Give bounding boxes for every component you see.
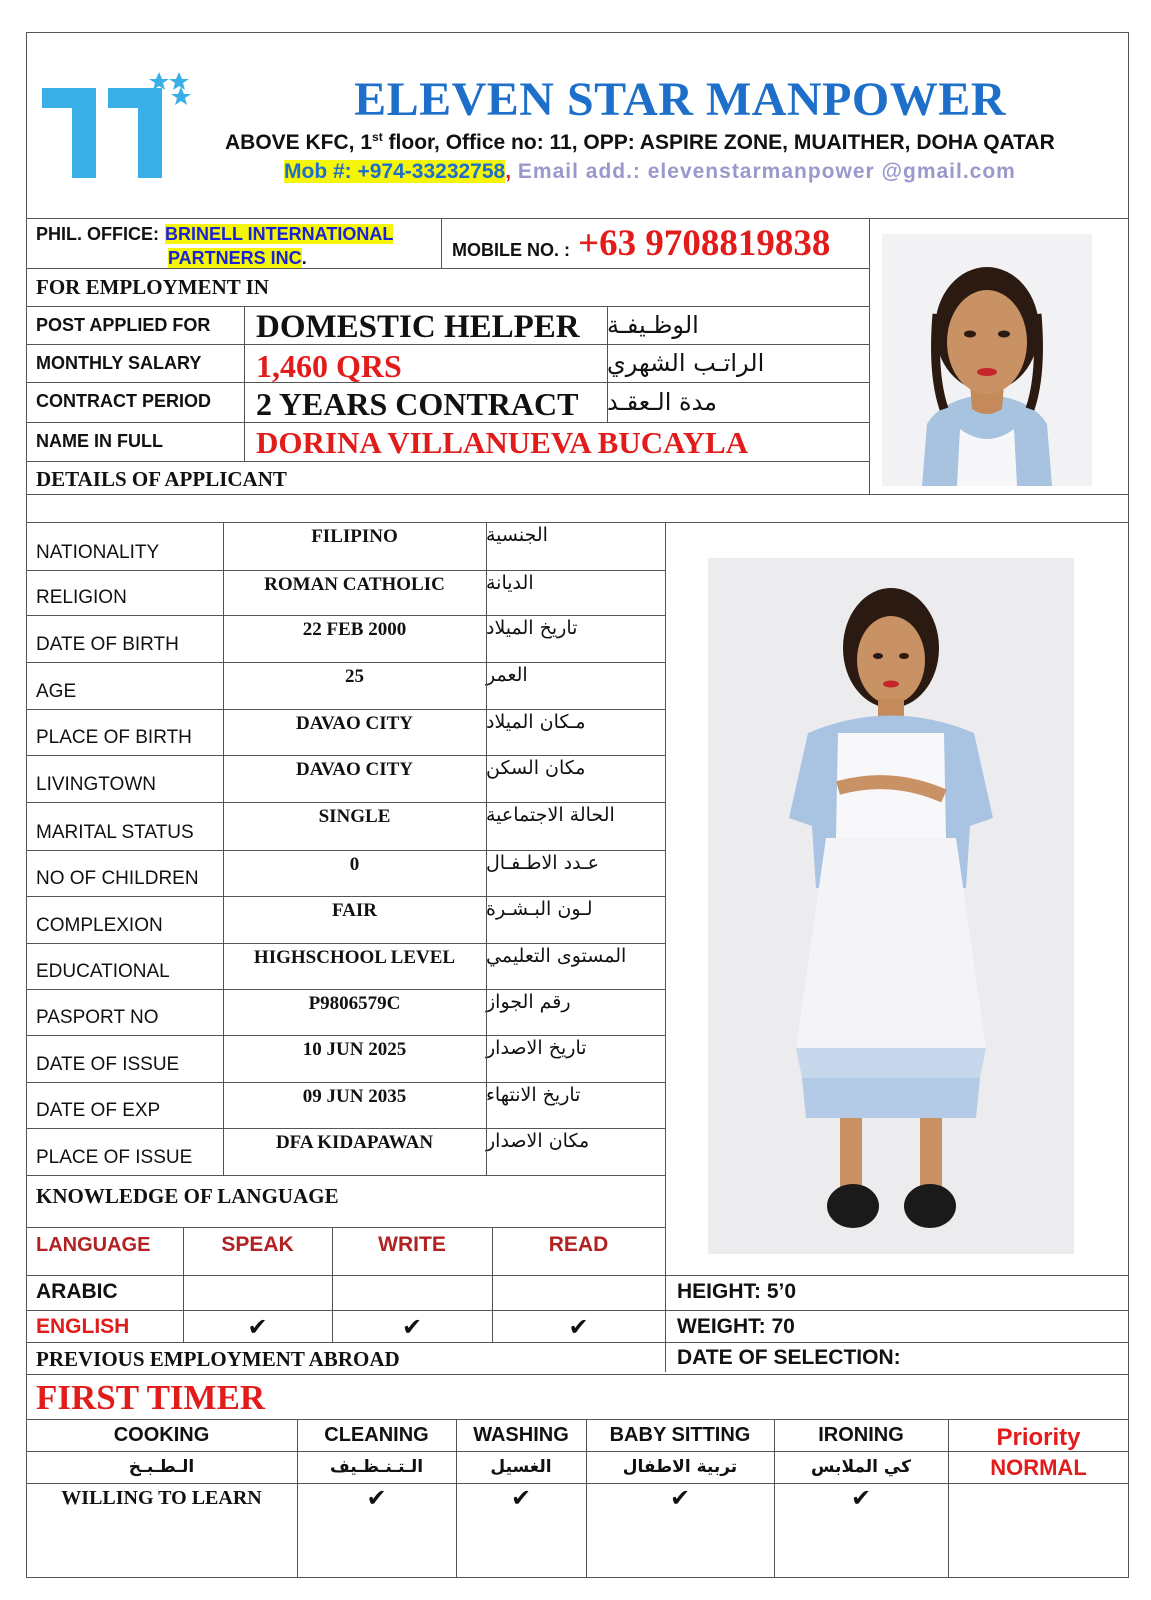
detail-value: HIGHSCHOOL LEVEL bbox=[253, 947, 456, 968]
divider bbox=[223, 522, 224, 1175]
detail-value: DAVAO CITY bbox=[295, 713, 414, 734]
phil-office-name bbox=[165, 222, 393, 270]
divider bbox=[869, 218, 870, 494]
post-applied-label: POST APPLIED FOR bbox=[36, 314, 211, 335]
contract-arabic: مدة الـعقـد bbox=[607, 388, 718, 416]
detail-arabic: العمر bbox=[486, 664, 528, 686]
detail-arabic: المستوى التعليمي bbox=[486, 945, 627, 967]
detail-label: MARITAL STATUS bbox=[36, 822, 194, 843]
detail-label: DATE OF EXP bbox=[36, 1100, 161, 1121]
detail-value: 25 bbox=[345, 666, 364, 687]
company-address bbox=[225, 130, 1055, 155]
detail-label: RELIGION bbox=[36, 587, 127, 608]
full-name-value: DORINA VILLANUEVA BUCAYLA bbox=[256, 425, 749, 460]
detail-label: DATE OF BIRTH bbox=[36, 634, 179, 655]
detail-value: DFA KIDAPAWAN bbox=[275, 1132, 434, 1153]
detail-arabic: رقم الجواز bbox=[486, 991, 571, 1013]
language-header: LANGUAGE bbox=[36, 1233, 151, 1256]
skill-ironing-header: IRONING bbox=[818, 1423, 904, 1446]
previous-employment-value: FIRST TIMER bbox=[36, 1378, 266, 1417]
applicant-headshot bbox=[882, 234, 1092, 486]
full-name-label: NAME IN FULL bbox=[36, 430, 163, 451]
skill-cooking-arabic: الـطـبـخ bbox=[128, 1457, 195, 1477]
write-header: WRITE bbox=[378, 1233, 446, 1256]
detail-value: 10 JUN 2025 bbox=[302, 1039, 407, 1060]
detail-arabic: تاريخ الاصدار bbox=[486, 1037, 587, 1059]
washing-check: ✔ bbox=[510, 1484, 532, 1512]
post-applied-value: DOMESTIC HELPER bbox=[256, 308, 580, 345]
language-row-english: ENGLISH bbox=[36, 1315, 130, 1338]
salary-label: MONTHLY SALARY bbox=[36, 352, 202, 373]
mobile-value: +63 9708819838 bbox=[578, 223, 831, 264]
detail-arabic: الحالة الاجتماعية bbox=[486, 804, 615, 826]
salary-arabic: الراتـب الشهري bbox=[607, 349, 765, 377]
contract-label: CONTRACT PERIOD bbox=[36, 390, 211, 411]
detail-arabic: مكان السكن bbox=[486, 757, 586, 779]
previous-employment-title: PREVIOUS EMPLOYMENT ABROAD bbox=[36, 1346, 400, 1371]
detail-value: 09 JUN 2035 bbox=[302, 1086, 407, 1107]
speak-header: SPEAK bbox=[221, 1233, 294, 1256]
address-sup: st bbox=[372, 130, 383, 144]
arabic-read bbox=[492, 1275, 665, 1309]
detail-value: DAVAO CITY bbox=[295, 759, 414, 780]
detail-arabic: الجنسية bbox=[486, 524, 548, 546]
office-name-dot: . bbox=[301, 248, 307, 268]
company-logo bbox=[38, 70, 198, 190]
english-read: ✔ bbox=[568, 1313, 589, 1341]
detail-arabic: تاريخ الميلاد bbox=[486, 617, 578, 639]
skill-babysitting-header: BABY SITTING bbox=[609, 1423, 751, 1446]
detail-label: NO OF CHILDREN bbox=[36, 868, 199, 889]
detail-arabic: عـدد الاطـفـال bbox=[486, 852, 599, 874]
company-name: ELEVEN STAR MANPOWER bbox=[354, 73, 1006, 126]
address-rest: floor, Office no: 11, OPP: ASPIRE ZONE, MUAITHER, DOHA QATAR bbox=[382, 131, 1055, 154]
details-section-title: DETAILS OF APPLICANT bbox=[36, 466, 287, 491]
detail-arabic: مـكان الميلاد bbox=[486, 711, 586, 733]
mobile-label: MOBILE NO. : bbox=[452, 240, 570, 260]
detail-arabic: الديانة bbox=[486, 572, 534, 594]
post-applied-arabic: الوظـيفـة bbox=[607, 311, 699, 339]
company-email: Email add.: elevenstarmanpower @gmail.com bbox=[511, 160, 1016, 183]
divider bbox=[26, 1374, 1129, 1375]
babysitting-check: ✔ bbox=[669, 1484, 691, 1512]
applicant-full-body-photo bbox=[708, 558, 1074, 1254]
skill-cleaning-arabic: الـتـنـظـيف bbox=[329, 1457, 424, 1477]
address-prefix: ABOVE KFC, 1 bbox=[225, 131, 373, 154]
phil-office-label: PHIL. OFFICE: bbox=[36, 224, 159, 244]
detail-value: 0 bbox=[349, 854, 360, 875]
language-section-title: KNOWLEDGE OF LANGUAGE bbox=[36, 1183, 339, 1208]
detail-value: P9806579C bbox=[308, 993, 401, 1014]
detail-label: PLACE OF BIRTH bbox=[36, 727, 192, 748]
office-name-line1: BRINELL INTERNATIONAL bbox=[165, 224, 394, 244]
language-row-arabic: ARABIC bbox=[36, 1280, 118, 1303]
salary-value: 1,460 QRS bbox=[256, 347, 402, 384]
detail-value: 22 FEB 2000 bbox=[302, 619, 407, 640]
skill-washing-arabic: الغسيل bbox=[490, 1457, 552, 1477]
skill-cooking-header: COOKING bbox=[113, 1423, 210, 1446]
arabic-write bbox=[332, 1275, 492, 1309]
english-speak: ✔ bbox=[247, 1313, 268, 1341]
divider bbox=[26, 218, 1129, 219]
detail-value: FAIR bbox=[331, 900, 378, 921]
detail-value: ROMAN CATHOLIC bbox=[264, 574, 445, 595]
detail-label: PLACE OF ISSUE bbox=[36, 1147, 193, 1168]
skill-babysitting-arabic: تربية الاطفال bbox=[622, 1457, 738, 1477]
detail-label: AGE bbox=[36, 681, 77, 702]
detail-arabic: لـون البـشـرة bbox=[486, 898, 593, 920]
height-value: HEIGHT: 5’0 bbox=[677, 1280, 797, 1303]
read-header: READ bbox=[548, 1233, 609, 1256]
willing-to-learn-label: WILLING TO LEARN bbox=[61, 1486, 262, 1509]
ironing-check: ✔ bbox=[850, 1484, 872, 1512]
priority-label: Priority bbox=[996, 1424, 1081, 1451]
date-of-selection: DATE OF SELECTION: bbox=[677, 1346, 901, 1369]
divider bbox=[665, 522, 666, 1372]
company-mobile: Mob #: +974-33232758 bbox=[284, 160, 506, 183]
office-name-line2: PARTNERS INC bbox=[168, 248, 302, 268]
detail-label: COMPLEXION bbox=[36, 915, 163, 936]
divider bbox=[486, 522, 487, 1175]
skill-cleaning-header: CLEANING bbox=[324, 1423, 429, 1446]
detail-label: PASPORT NO bbox=[36, 1007, 159, 1028]
divider bbox=[441, 218, 442, 268]
weight-value: WEIGHT: 70 bbox=[677, 1315, 795, 1338]
detail-value: SINGLE bbox=[318, 806, 391, 827]
detail-label: LIVINGTOWN bbox=[36, 774, 156, 795]
skill-washing-header: WASHING bbox=[473, 1423, 569, 1446]
contact-line bbox=[284, 160, 1104, 184]
detail-value: FILIPINO bbox=[311, 526, 398, 547]
detail-arabic: تاريخ الانتهاء bbox=[486, 1084, 581, 1106]
detail-label: NATIONALITY bbox=[36, 542, 160, 563]
priority-value: NORMAL bbox=[990, 1455, 1087, 1480]
detail-label: EDUCATIONAL bbox=[36, 961, 170, 982]
english-write: ✔ bbox=[401, 1313, 423, 1341]
employment-section-title: FOR EMPLOYMENT IN bbox=[36, 274, 269, 299]
detail-arabic: مكان الاصدار bbox=[486, 1130, 590, 1152]
skill-ironing-arabic: كي الملابس bbox=[811, 1457, 911, 1477]
arabic-speak bbox=[183, 1275, 332, 1309]
contract-value: 2 YEARS CONTRACT bbox=[256, 385, 579, 422]
cleaning-check: ✔ bbox=[366, 1484, 387, 1512]
divider bbox=[26, 494, 1129, 495]
detail-label: DATE OF ISSUE bbox=[36, 1054, 180, 1075]
contact-comma: , bbox=[505, 160, 512, 183]
